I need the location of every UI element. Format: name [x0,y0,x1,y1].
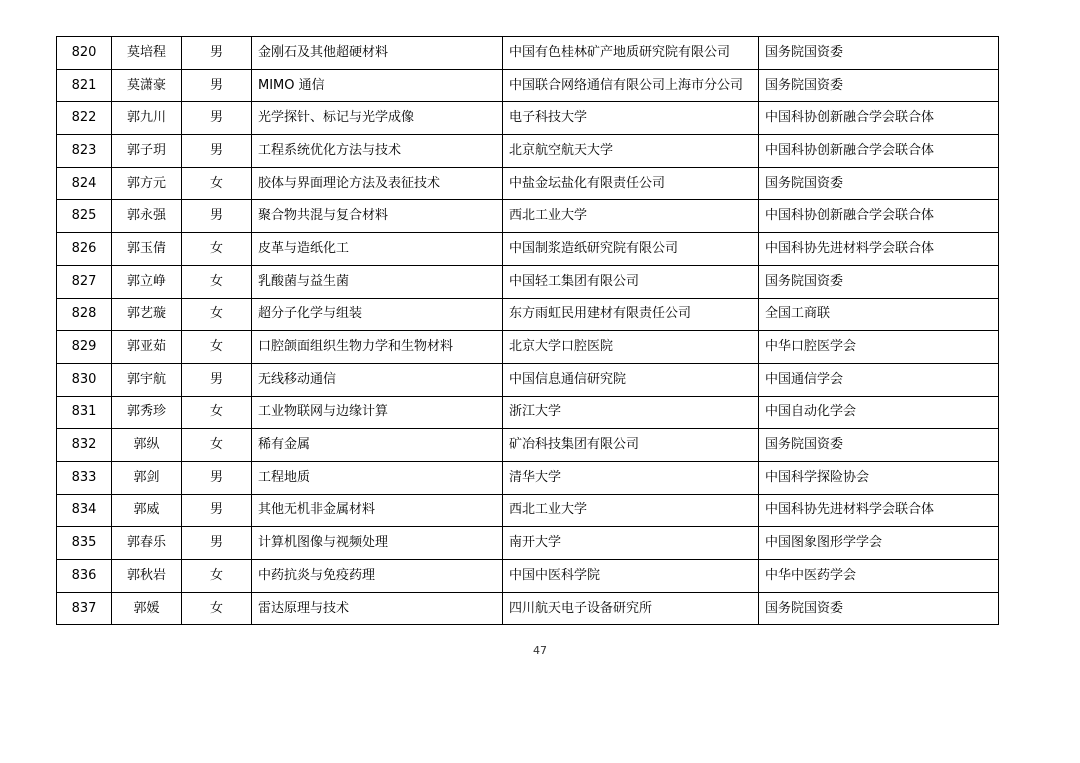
row-number-cell: 824 [57,167,112,200]
gender-cell: 男 [182,461,252,494]
row-number-cell: 829 [57,331,112,364]
organization-cell: 电子科技大学 [503,102,759,135]
person-name-cell: 郭秀珍 [112,396,182,429]
organization-cell: 南开大学 [503,527,759,560]
row-number-cell: 831 [57,396,112,429]
gender-cell: 男 [182,135,252,168]
recommending-body-cell: 国务院国资委 [759,265,999,298]
organization-cell: 中国轻工集团有限公司 [503,265,759,298]
recommending-body-cell: 国务院国资委 [759,37,999,70]
recommending-body-cell: 中国自动化学会 [759,396,999,429]
person-name-cell: 郭方元 [112,167,182,200]
gender-cell: 女 [182,396,252,429]
table-row [57,592,999,625]
person-name-cell: 郭纵 [112,429,182,462]
research-field-cell: 口腔颌面组织生物力学和生物材料 [252,331,503,364]
organization-cell: 矿冶科技集团有限公司 [503,429,759,462]
person-name-cell: 郭媛 [112,592,182,625]
person-name-cell: 郭春乐 [112,527,182,560]
gender-cell: 女 [182,331,252,364]
research-field-cell: 皮革与造纸化工 [252,233,503,266]
row-number-cell: 833 [57,461,112,494]
table-row [57,37,999,70]
row-number-cell: 832 [57,429,112,462]
gender-cell: 男 [182,37,252,70]
row-number-cell: 830 [57,363,112,396]
research-field-cell: 工程地质 [252,461,503,494]
person-name-cell: 郭九川 [112,102,182,135]
table-row [57,298,999,331]
roster-table-body [57,37,999,625]
row-number-cell: 821 [57,69,112,102]
gender-cell: 女 [182,265,252,298]
gender-cell: 男 [182,102,252,135]
research-field-cell: 工程系统优化方法与技术 [252,135,503,168]
table-row [57,494,999,527]
row-number-cell: 823 [57,135,112,168]
person-name-cell: 郭剑 [112,461,182,494]
research-field-cell: 中药抗炎与免疫药理 [252,560,503,593]
person-name-cell: 莫潇豪 [112,69,182,102]
organization-cell: 北京大学口腔医院 [503,331,759,364]
gender-cell: 男 [182,494,252,527]
table-row [57,527,999,560]
table-row [57,167,999,200]
gender-cell: 男 [182,527,252,560]
research-field-cell: 金刚石及其他超硬材料 [252,37,503,70]
gender-cell: 男 [182,363,252,396]
person-name-cell: 郭永强 [112,200,182,233]
person-name-cell: 郭子玥 [112,135,182,168]
recommending-body-cell: 国务院国资委 [759,167,999,200]
table-row [57,331,999,364]
row-number-cell: 820 [57,37,112,70]
row-number-cell: 825 [57,200,112,233]
person-name-cell: 郭威 [112,494,182,527]
table-row [57,233,999,266]
organization-cell: 西北工业大学 [503,494,759,527]
gender-cell: 男 [182,200,252,233]
person-name-cell: 郭立峥 [112,265,182,298]
research-field-cell: 乳酸菌与益生菌 [252,265,503,298]
organization-cell: 北京航空航天大学 [503,135,759,168]
organization-cell: 西北工业大学 [503,200,759,233]
table-row [57,265,999,298]
recommending-body-cell: 中国图象图形学学会 [759,527,999,560]
table-row [57,200,999,233]
recommending-body-cell: 国务院国资委 [759,69,999,102]
row-number-cell: 822 [57,102,112,135]
research-field-cell: 稀有金属 [252,429,503,462]
person-name-cell: 郭宇航 [112,363,182,396]
person-name-cell: 郭艺璇 [112,298,182,331]
gender-cell: 女 [182,298,252,331]
table-row [57,396,999,429]
row-number-cell: 828 [57,298,112,331]
person-name-cell: 莫培程 [112,37,182,70]
research-field-cell: 计算机图像与视频处理 [252,527,503,560]
recommending-body-cell: 中国科协创新融合学会联合体 [759,102,999,135]
research-field-cell: 其他无机非金属材料 [252,494,503,527]
organization-cell: 中国有色桂林矿产地质研究院有限公司 [503,37,759,70]
page-number: 47 [533,644,547,657]
gender-cell: 女 [182,167,252,200]
table-row [57,560,999,593]
gender-cell: 女 [182,429,252,462]
organization-cell: 浙江大学 [503,396,759,429]
organization-cell: 中国制浆造纸研究院有限公司 [503,233,759,266]
recommending-body-cell: 中国科协创新融合学会联合体 [759,135,999,168]
recommending-body-cell: 中国科协创新融合学会联合体 [759,200,999,233]
gender-cell: 女 [182,560,252,593]
person-name-cell: 郭玉倩 [112,233,182,266]
table-row [57,69,999,102]
organization-cell: 中国联合网络通信有限公司上海市分公司 [503,69,759,102]
organization-cell: 中国中医科学院 [503,560,759,593]
research-field-cell: 光学探针、标记与光学成像 [252,102,503,135]
gender-cell: 女 [182,233,252,266]
recommending-body-cell: 中国科学探险协会 [759,461,999,494]
recommending-body-cell: 中国科协先进材料学会联合体 [759,494,999,527]
recommending-body-cell: 中国通信学会 [759,363,999,396]
table-row [57,429,999,462]
organization-cell: 清华大学 [503,461,759,494]
recommending-body-cell: 中华口腔医学会 [759,331,999,364]
row-number-cell: 836 [57,560,112,593]
row-number-cell: 826 [57,233,112,266]
research-field-cell: 超分子化学与组装 [252,298,503,331]
organization-cell: 中国信息通信研究院 [503,363,759,396]
recommending-body-cell: 国务院国资委 [759,429,999,462]
research-field-cell: 无线移动通信 [252,363,503,396]
table-row [57,461,999,494]
research-field-cell: 雷达原理与技术 [252,592,503,625]
row-number-cell: 837 [57,592,112,625]
organization-cell: 四川航天电子设备研究所 [503,592,759,625]
research-field-cell: 聚合物共混与复合材料 [252,200,503,233]
roster-table [56,36,999,625]
person-name-cell: 郭秋岩 [112,560,182,593]
research-field-cell: MIMO 通信 [252,69,503,102]
organization-cell: 东方雨虹民用建材有限责任公司 [503,298,759,331]
row-number-cell: 834 [57,494,112,527]
table-row [57,363,999,396]
table-row [57,102,999,135]
row-number-cell: 835 [57,527,112,560]
research-field-cell: 胶体与界面理论方法及表征技术 [252,167,503,200]
organization-cell: 中盐金坛盐化有限责任公司 [503,167,759,200]
recommending-body-cell: 中华中医药学会 [759,560,999,593]
gender-cell: 男 [182,69,252,102]
recommending-body-cell: 全国工商联 [759,298,999,331]
gender-cell: 女 [182,592,252,625]
table-row [57,135,999,168]
row-number-cell: 827 [57,265,112,298]
person-name-cell: 郭亚茹 [112,331,182,364]
research-field-cell: 工业物联网与边缘计算 [252,396,503,429]
recommending-body-cell: 中国科协先进材料学会联合体 [759,233,999,266]
recommending-body-cell: 国务院国资委 [759,592,999,625]
